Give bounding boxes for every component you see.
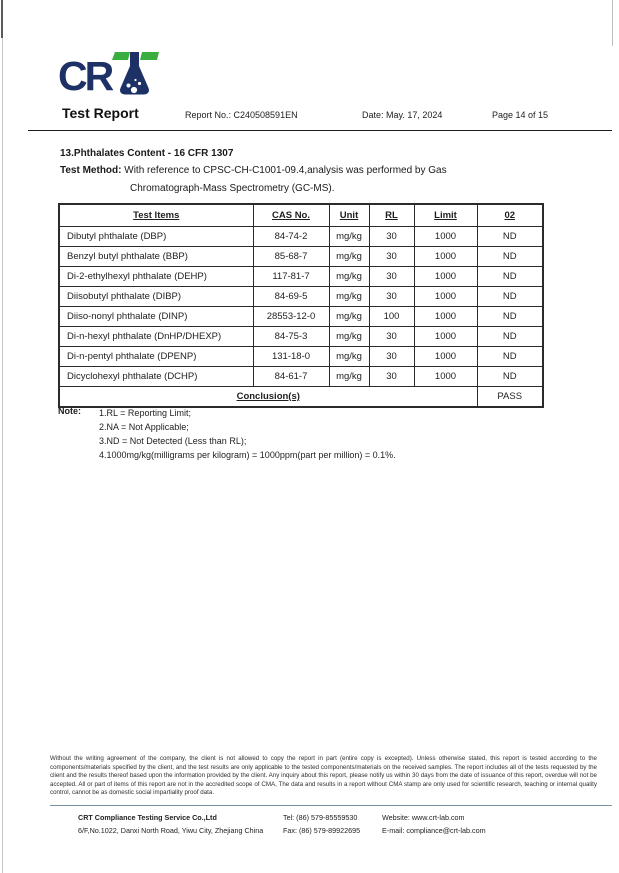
notes-label: Note: xyxy=(58,406,81,416)
cell-unit: mg/kg xyxy=(329,366,369,386)
cell-test-item: Diiso-nonyl phthalate (DINP) xyxy=(59,306,253,326)
cell-rl: 30 xyxy=(369,246,414,266)
conclusion-row xyxy=(59,386,543,407)
notes-block xyxy=(58,406,396,462)
test-method-line2: Chromatograph-Mass Spectrometry (GC-MS). xyxy=(130,183,335,194)
cell-rl: 30 xyxy=(369,326,414,346)
footer-web-block xyxy=(382,811,486,837)
note-item: 1.RL = Reporting Limit; xyxy=(99,408,191,418)
cell-limit: 1000 xyxy=(414,306,477,326)
table-header-row xyxy=(59,204,543,226)
cell-result: ND xyxy=(477,286,543,306)
results-table xyxy=(58,203,544,408)
col-header-cas-no: CAS No. xyxy=(253,204,329,226)
table-row xyxy=(59,266,543,286)
col-header-unit: Unit xyxy=(329,204,369,226)
table-row xyxy=(59,306,543,326)
col-header-limit: Limit xyxy=(414,204,477,226)
cell-test-item: Dibutyl phthalate (DBP) xyxy=(59,226,253,246)
company-email: E-mail: compliance@crt-lab.com xyxy=(382,826,486,835)
table-row xyxy=(59,286,543,306)
disclaimer-text: Without the writing agreement of the company, the client is not allowed to copy the report in part (entire copy is excepted). Unless otherwise stated, this report is tested according to the components/materials specified by the client, and the test results are only applicable to the tested components/materials on the received samples. The report includes all of the tests requested by the client and the results thereof based upon the information provided by the client. Any inquiry about this report, please notify us within 30 days from the date of issuance of this report, overdue will not be accepted. All or part of items of this report are not in the accredited scope of CMA, The data and results in a report without CMA stamp are only used for scientific research, teaching or internal quality control, cannot be as domestic social impartiality proof data. xyxy=(50,755,597,797)
logo-text: CR xyxy=(58,53,112,99)
cell-rl: 30 xyxy=(369,286,414,306)
cell-limit: 1000 xyxy=(414,226,477,246)
table-row xyxy=(59,326,543,346)
cell-test-item: Benzyl butyl phthalate (BBP) xyxy=(59,246,253,266)
company-name: CRT Compliance Testing Service Co.,Ltd xyxy=(78,813,217,822)
cell-cas: 85-68-7 xyxy=(253,246,329,266)
cell-result: ND xyxy=(477,246,543,266)
report-date: Date: May. 17, 2024 xyxy=(362,110,443,120)
report-number: Report No.: C240508591EN xyxy=(185,110,298,120)
cell-unit: mg/kg xyxy=(329,266,369,286)
cell-result: ND xyxy=(477,346,543,366)
cell-cas: 84-69-5 xyxy=(253,286,329,306)
crt-logo xyxy=(58,52,159,102)
conclusion-cell xyxy=(59,386,477,407)
cell-limit: 1000 xyxy=(414,246,477,266)
notes-items xyxy=(99,406,396,462)
cell-unit: mg/kg xyxy=(329,246,369,266)
cell-rl: 100 xyxy=(369,306,414,326)
cell-cas: 84-61-7 xyxy=(253,366,329,386)
cell-result: ND xyxy=(477,366,543,386)
cell-result: ND xyxy=(477,306,543,326)
page-indicator: Page 14 of 15 xyxy=(492,110,619,873)
cell-unit: mg/kg xyxy=(329,226,369,246)
cell-limit: 1000 xyxy=(414,366,477,386)
report-title: Test Report xyxy=(62,105,139,121)
cell-result: ND xyxy=(477,326,543,346)
table-row xyxy=(59,246,543,266)
cell-limit: 1000 xyxy=(414,286,477,306)
cell-cas: 84-75-3 xyxy=(253,326,329,346)
cell-test-item: Dicyclohexyl phthalate (DCHP) xyxy=(59,366,253,386)
cell-cas: 117-81-7 xyxy=(253,266,329,286)
conclusion-result: PASS xyxy=(477,386,543,407)
note-item: 2.NA = Not Applicable; xyxy=(99,422,189,432)
cell-limit: 1000 xyxy=(414,326,477,346)
cell-unit: mg/kg xyxy=(329,326,369,346)
cell-test-item: Di-n-pentyl phthalate (DPENP) xyxy=(59,346,253,366)
flask-icon xyxy=(112,52,159,102)
section-title: 13.Phthalates Content - 16 CFR 1307 xyxy=(60,148,234,159)
cell-test-item: Di-2-ethylhexyl phthalate (DEHP) xyxy=(59,266,253,286)
footer-company-block xyxy=(78,811,263,837)
company-website: Website: www.crt-lab.com xyxy=(382,813,465,822)
company-address: 6/F,No.1022, Danxi North Road, Yiwu City, Zhejiang China xyxy=(78,826,264,835)
cell-result: ND xyxy=(477,226,543,246)
conclusion-label: Conclusion(s) xyxy=(236,390,300,402)
footer-divider xyxy=(50,805,612,806)
cell-rl: 30 xyxy=(369,226,414,246)
cell-test-item: Di-n-hexyl phthalate (DnHP/DHEXP) xyxy=(59,326,253,346)
header-divider xyxy=(28,130,612,131)
table-row xyxy=(59,346,543,366)
test-method-label: Test Method: xyxy=(60,165,122,176)
company-fax: Fax: (86) 579-89922695 xyxy=(283,826,361,835)
cell-limit: 1000 xyxy=(414,346,477,366)
note-item: 3.ND = Not Detected (Less than RL); xyxy=(99,436,247,446)
scan-edge-right-tick xyxy=(612,0,613,46)
cell-rl: 30 xyxy=(369,366,414,386)
cell-unit: mg/kg xyxy=(329,306,369,326)
cell-cas: 131-18-0 xyxy=(253,346,329,366)
cell-unit: mg/kg xyxy=(329,286,369,306)
cell-rl: 30 xyxy=(369,346,414,366)
cell-cas: 28553-12-0 xyxy=(253,306,329,326)
test-method-text: With reference to CPSC-CH-C1001-09.4,analysis was performed by Gas xyxy=(121,165,447,176)
cell-limit: 1000 xyxy=(414,266,477,286)
scan-edge-left-tick xyxy=(1,0,3,38)
col-header-test-items: Test Items xyxy=(59,204,253,226)
cell-rl: 30 xyxy=(369,266,414,286)
cell-result: ND xyxy=(477,266,543,286)
cell-unit: mg/kg xyxy=(329,346,369,366)
table-row xyxy=(59,226,543,246)
table-row xyxy=(59,366,543,386)
col-header-02: 02 xyxy=(477,204,543,226)
cell-cas: 84-74-2 xyxy=(253,226,329,246)
cell-test-item: Diisobutyl phthalate (DIBP) xyxy=(59,286,253,306)
col-header-rl: RL xyxy=(369,204,414,226)
company-tel: Tel: (86) 579-85559530 xyxy=(283,813,358,822)
note-item: 4.1000mg/kg(milligrams per kilogram) = 1000ppm(part per million) = 0.1%. xyxy=(99,450,396,460)
test-method-line1 xyxy=(60,165,447,176)
footer-phone-block xyxy=(283,811,360,837)
scan-edge-left xyxy=(2,0,3,873)
